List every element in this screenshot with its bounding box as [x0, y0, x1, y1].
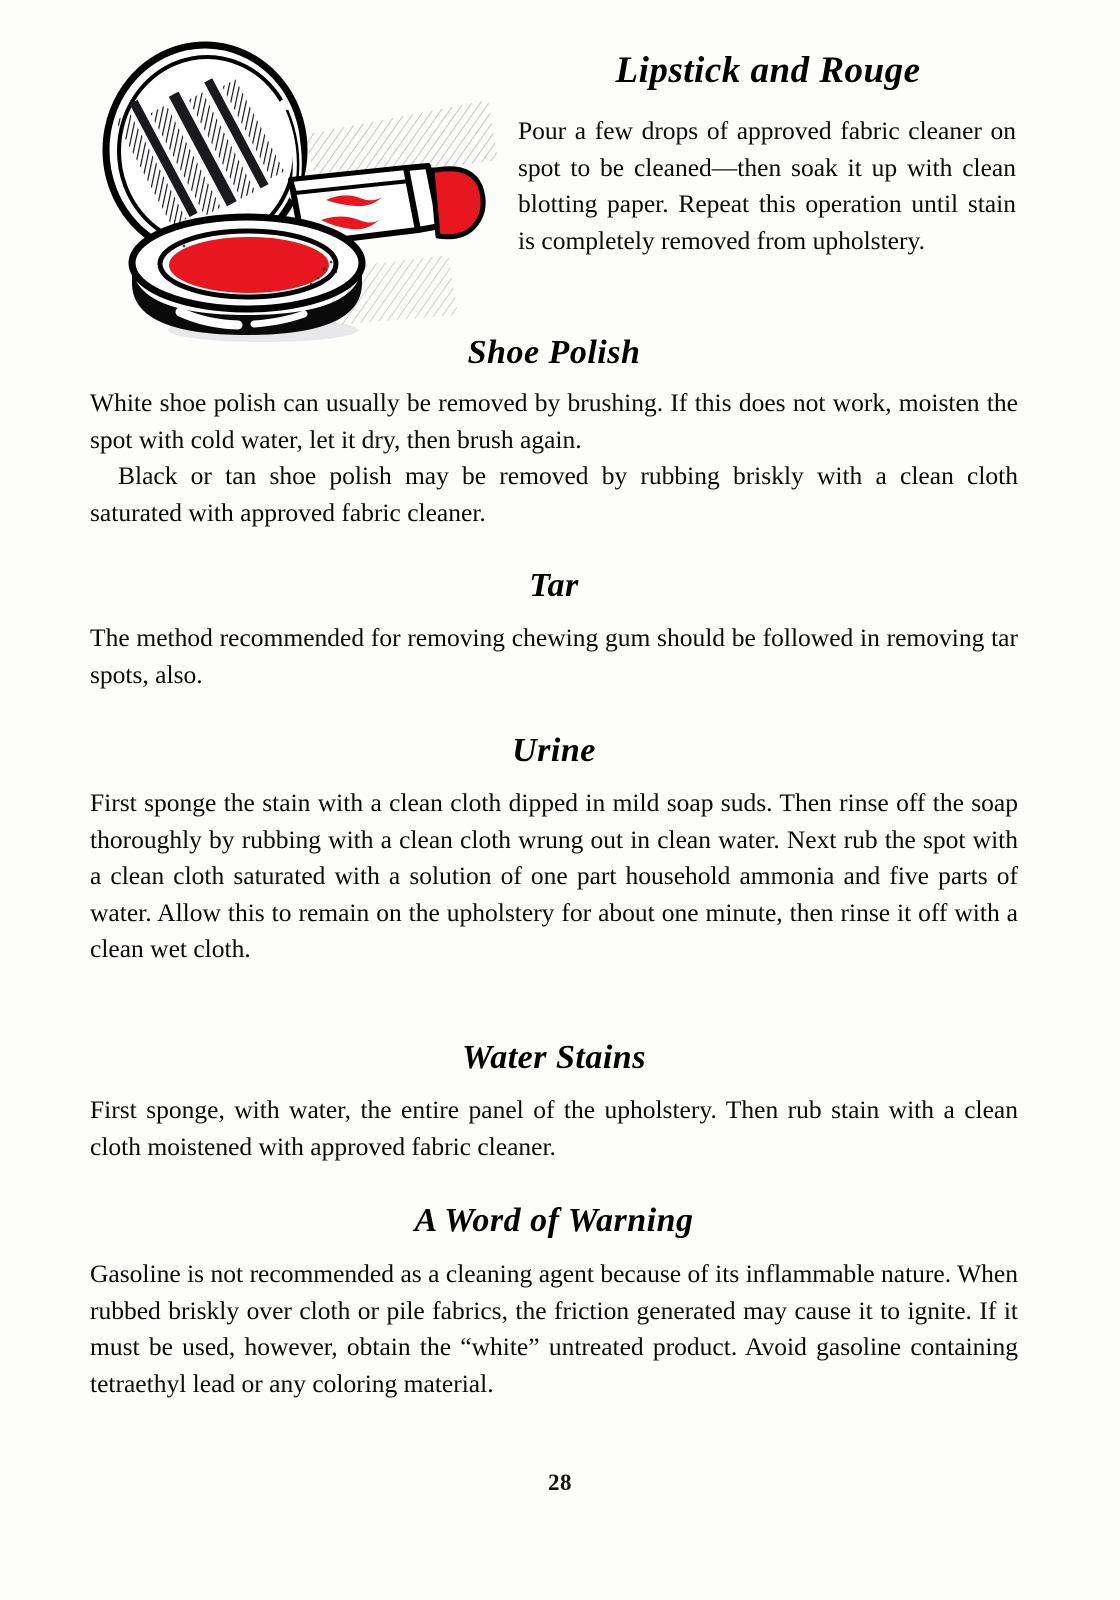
lipstick-tip: [432, 169, 483, 237]
heading-tar: Tar: [529, 567, 579, 604]
paragraph: First sponge the stain with a clean cloth dipped in mild soap suds. Then rinse off the soap thoroughly by rubbing with a clean cloth wrung out in clean water. Next rub the spot with a clean cloth saturated with a solution of one part household ammonia and five parts of water. Allow this to remain on the upholstery for about one minute, then rinse it off with a clean wet cloth.: [90, 788, 1018, 964]
paragraph: The method recommended for removing chewing gum should be followed in removing tar spots, also.: [90, 623, 1018, 689]
heading-lipstick-and-rouge: Lipstick and Rouge: [615, 50, 921, 91]
section-body-water-stains: [90, 1092, 1018, 1165]
paragraph: Black or tan shoe polish may be removed by rubbing briskly with a clean cloth saturated with approved fabric cleaner.: [90, 461, 1018, 527]
heading-urine: Urine: [512, 732, 596, 769]
paragraph: Pour a few drops of approved fabric cleaner on spot to be cleaned—then soak it up with clean blotting paper. Repeat this operation until stain is completely removed from upholstery.: [518, 116, 1016, 255]
heading-water-stains: Water Stains: [462, 1039, 646, 1076]
heading-shoe-polish: Shoe Polish: [467, 334, 641, 371]
lipstick-and-rouge-illustration: [88, 40, 508, 350]
rouge-pan: [169, 237, 329, 293]
section-body-tar: [90, 620, 1018, 693]
paragraph: White shoe polish can usually be removed by brushing. If this does not work, moisten the spot with cold water, let it dry, then brush again.: [90, 388, 1018, 454]
compact-base: [132, 217, 362, 335]
heading-a-word-of-warning: A Word of Warning: [414, 1202, 694, 1239]
page-number: 28: [548, 1470, 572, 1495]
section-body-lipstick-and-rouge: [518, 113, 1016, 259]
paragraph: Gasoline is not recommended as a cleaning agent because of its inflammable nature. When rubbed briskly over cloth or pile fabrics, the friction generated may cause it to ignite. If it must be used, however, obtain the “white” untreated product. Avoid gasoline containing tetraethyl lead or any coloring material.: [90, 1259, 1018, 1398]
section-body-urine: [90, 785, 1018, 968]
section-body-shoe-polish: [90, 385, 1018, 531]
section-body-a-word-of-warning: [90, 1256, 1018, 1402]
paragraph: First sponge, with water, the entire panel of the upholstery. Then rub stain with a clean cloth moistened with approved fabric cleaner.: [90, 1095, 1018, 1161]
